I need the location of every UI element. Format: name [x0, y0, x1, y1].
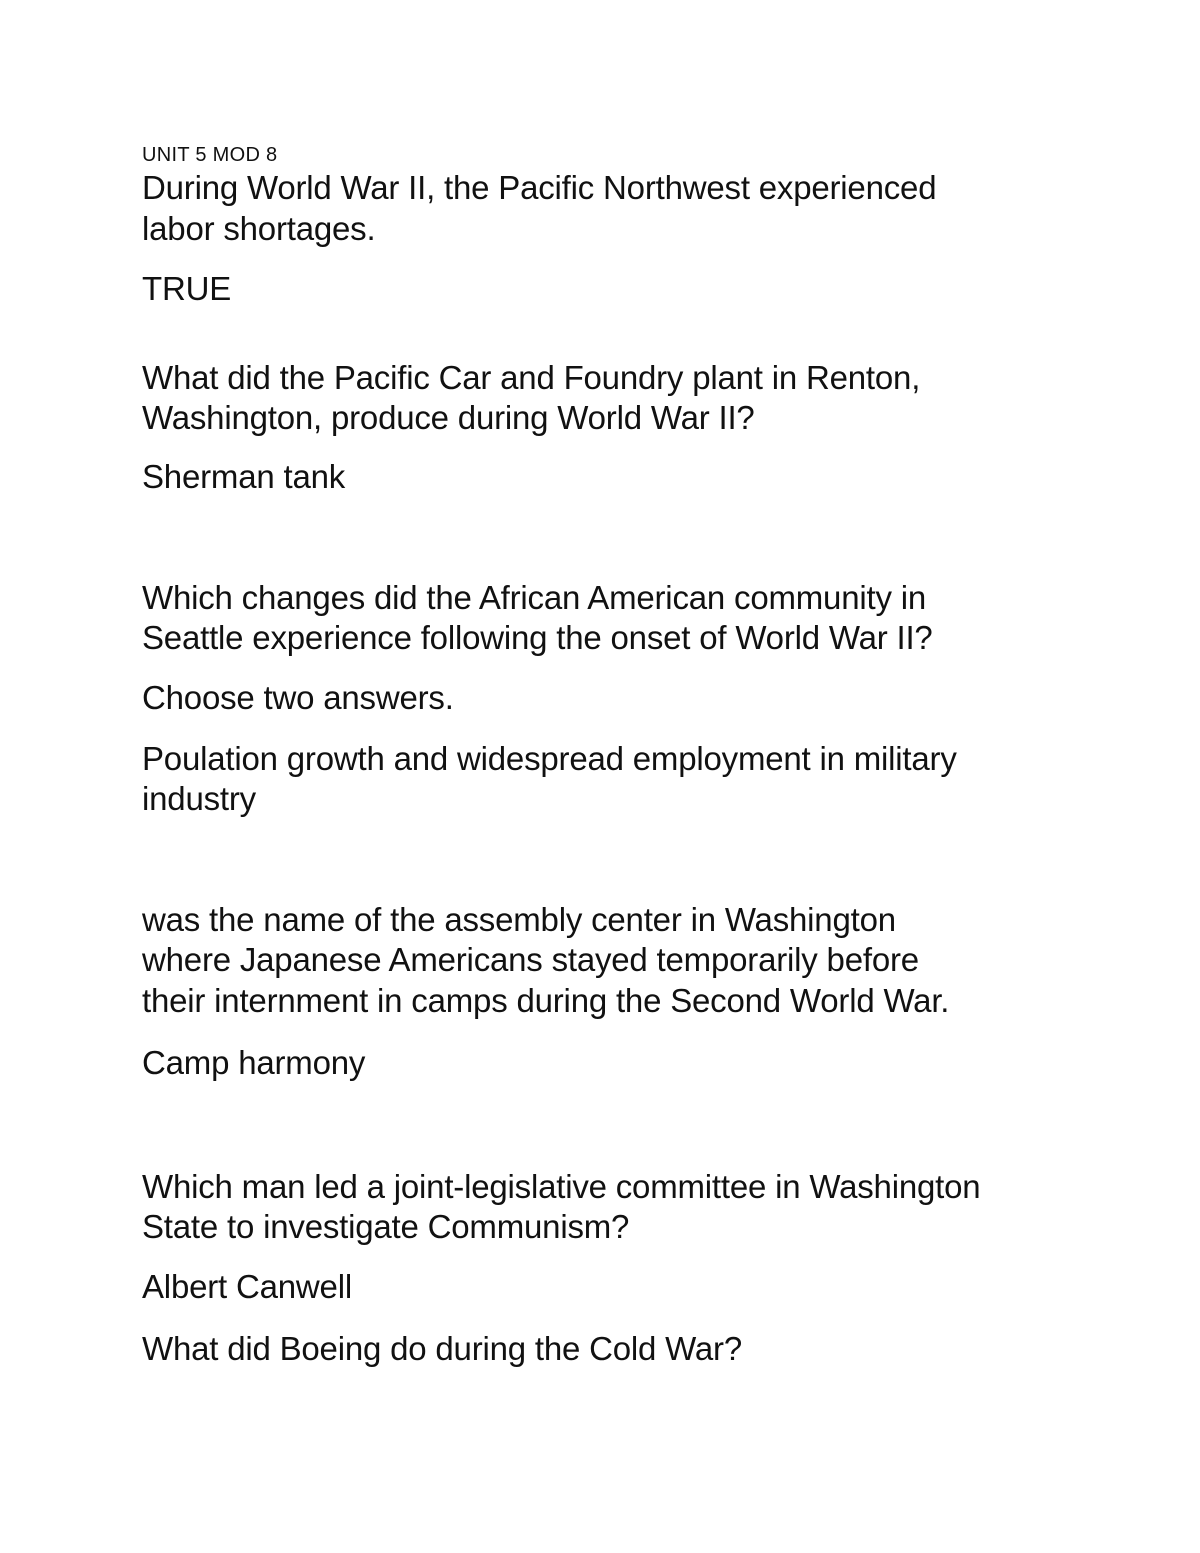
answer-1: TRUE	[142, 270, 232, 307]
question-1-line-2: labor shortages.	[142, 210, 376, 247]
answer-5: Albert Canwell	[142, 1268, 352, 1305]
question-2-line-2: Washington, produce during World War II?	[142, 399, 755, 436]
question-5-line-1: Which man led a joint-legislative committee in Washington	[142, 1168, 981, 1205]
answer-2: Sherman tank	[142, 458, 346, 495]
question-4-line-2: where Japanese Americans stayed temporarily before	[142, 941, 919, 978]
answer-4: Camp harmony	[142, 1044, 366, 1081]
question-6-line-1: What did Boeing do during the Cold War?	[142, 1330, 742, 1367]
unit-heading: UNIT 5 MOD 8	[142, 144, 278, 166]
answer-3-line-1: Poulation growth and widespread employment in military	[142, 740, 957, 777]
question-5-line-2: State to investigate Communism?	[142, 1208, 630, 1245]
question-3-line-1: Which changes did the African American community in	[142, 579, 927, 616]
question-2-line-1: What did the Pacific Car and Foundry plant in Renton,	[142, 359, 921, 396]
question-3-instruction: Choose two answers.	[142, 679, 454, 716]
question-4-line-1: was the name of the assembly center in Washington	[142, 901, 896, 938]
question-3-line-2: Seattle experience following the onset of World War II?	[142, 619, 933, 656]
question-1-line-1: During World War II, the Pacific Northwest experienced	[142, 169, 937, 206]
answer-3-line-2: industry	[142, 780, 256, 817]
question-4-line-3: their internment in camps during the Second World War.	[142, 982, 950, 1019]
